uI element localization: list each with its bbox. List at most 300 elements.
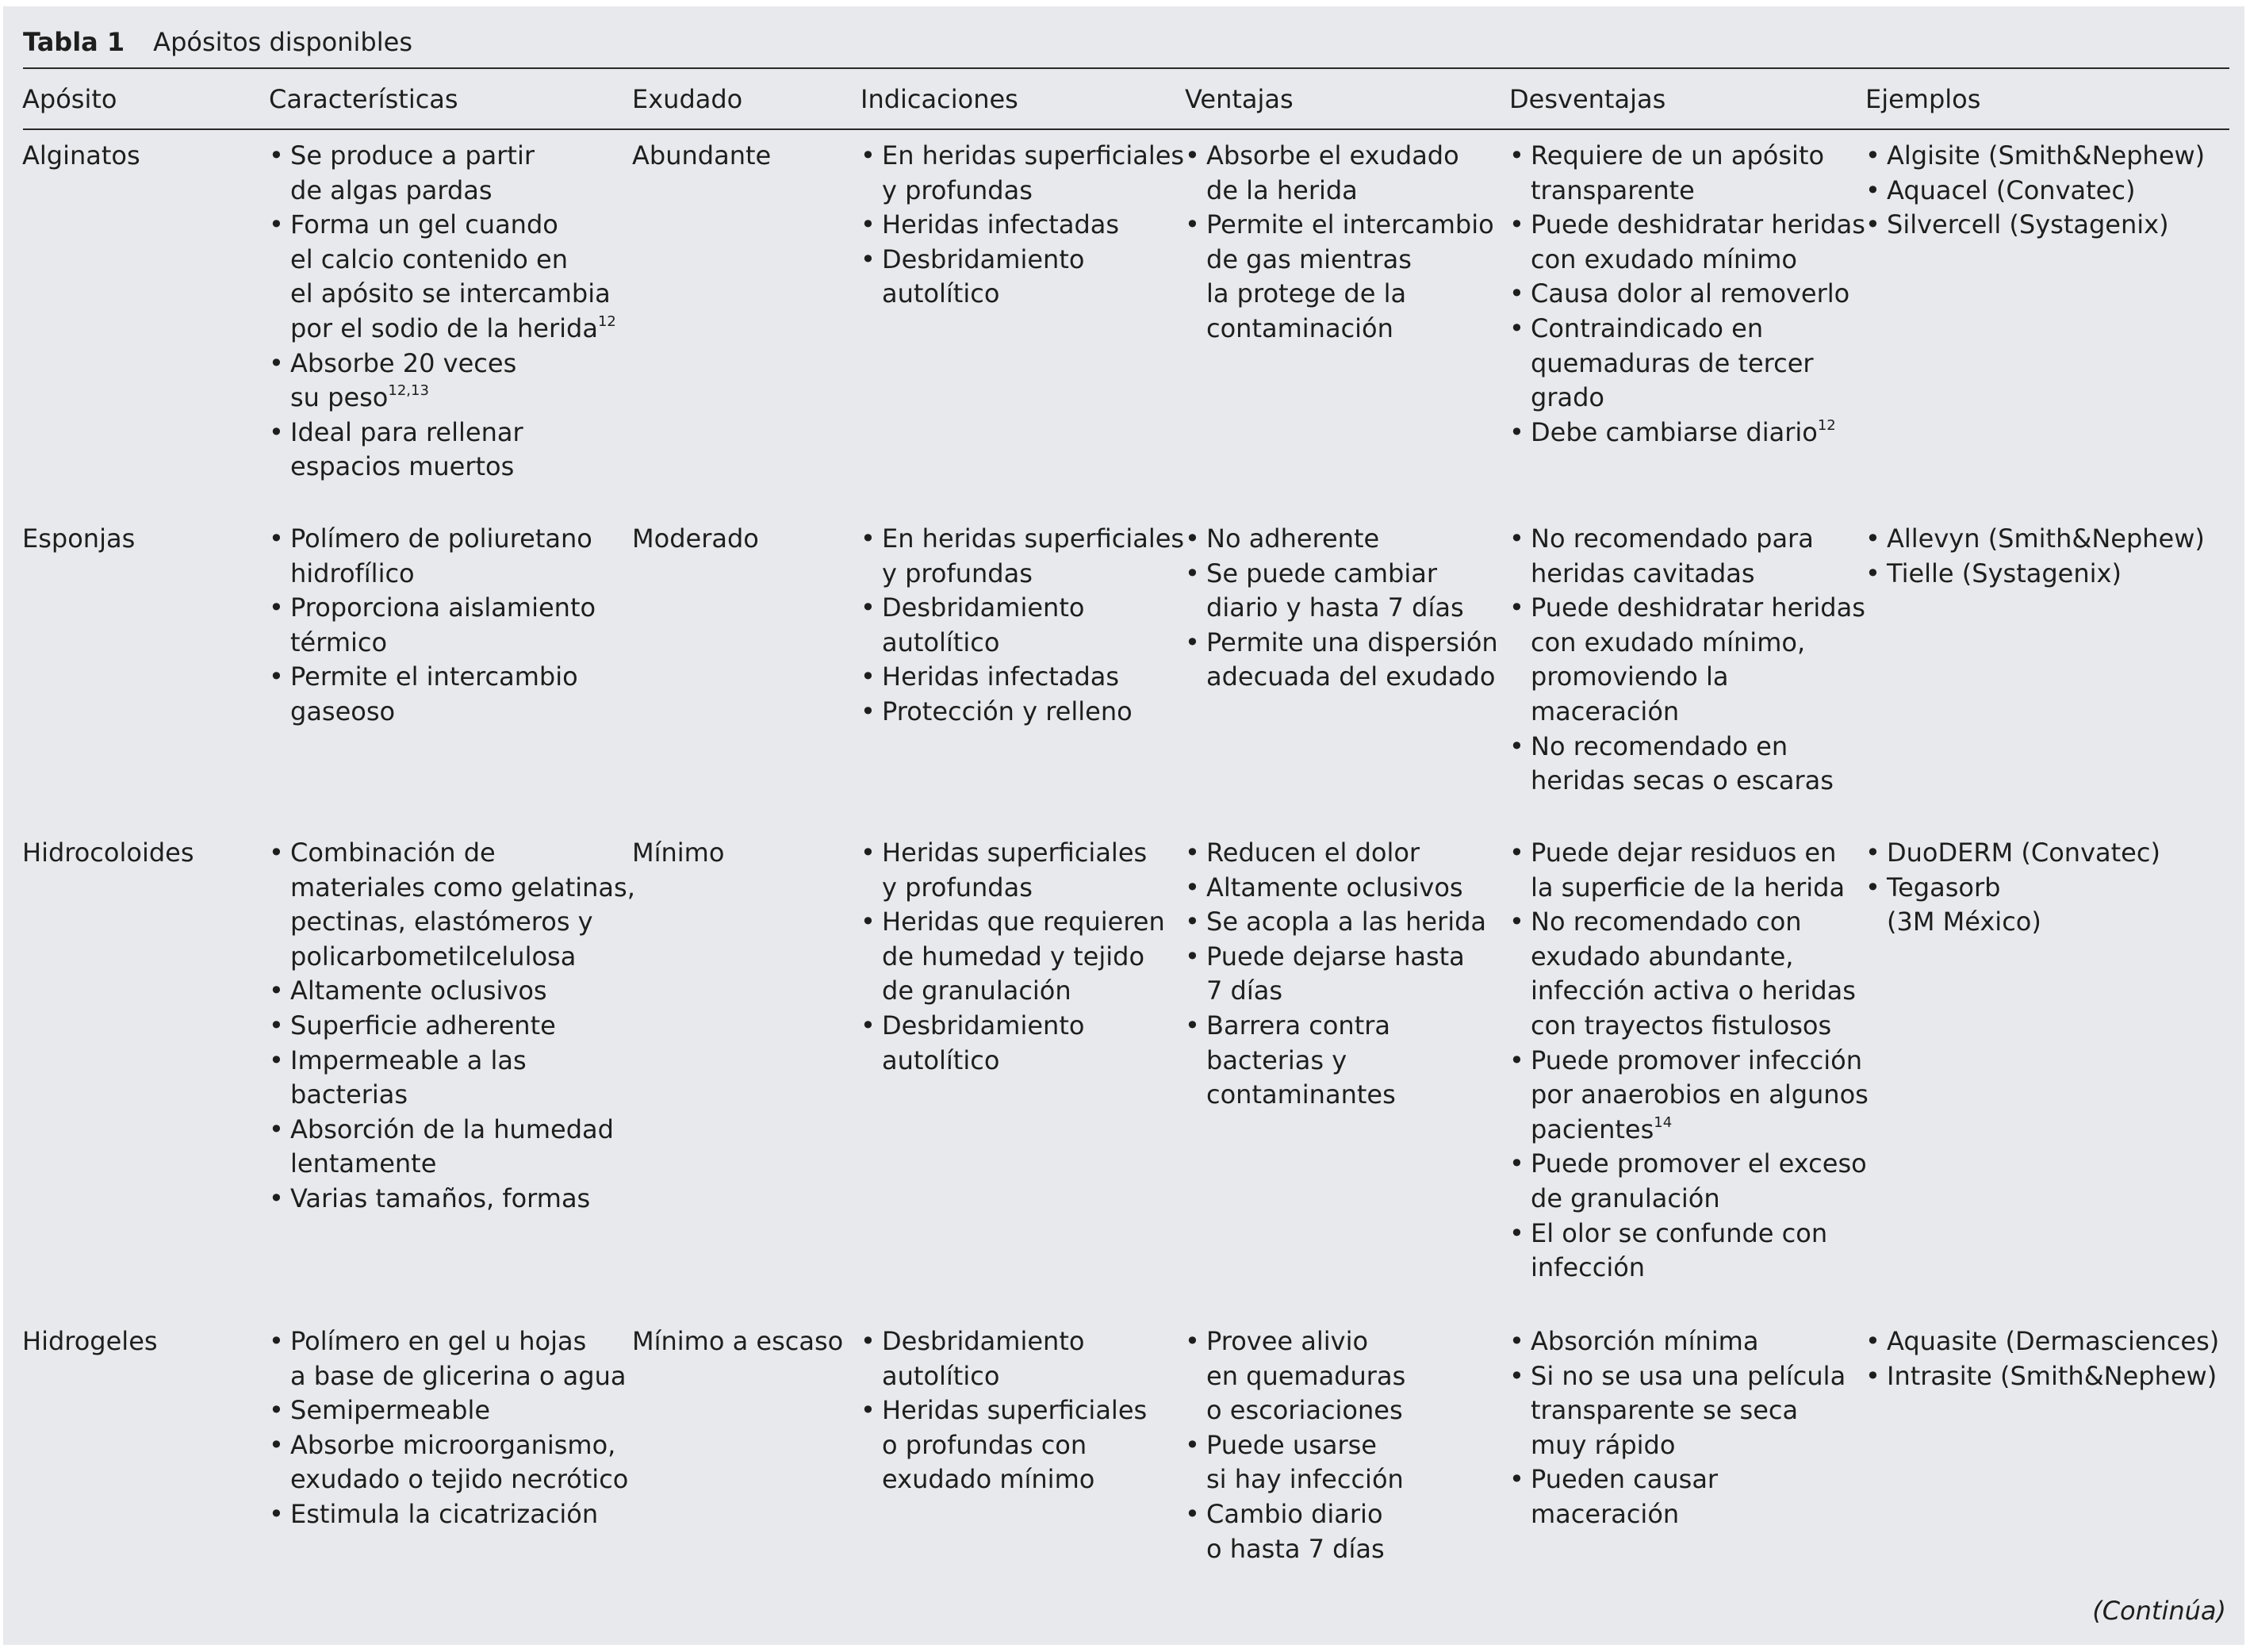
header-caracteristicas: Características (269, 84, 458, 114)
cell-ventajas (1185, 836, 1486, 1113)
list-item-text: diario y hasta 7 días (1206, 592, 1464, 623)
list-item (1185, 1428, 1405, 1497)
list-item-text: Absorción mínima (1531, 1326, 1759, 1356)
list-item-text: pectinas, elastómeros y (290, 906, 593, 937)
list-item-text: su peso (290, 382, 389, 413)
list-item-line (1531, 940, 1869, 975)
list-item (1185, 1497, 1405, 1566)
list-item-line (1531, 1393, 1846, 1428)
list-item-line (882, 591, 1184, 626)
bullet-list (861, 522, 1184, 730)
list-item (1185, 139, 1494, 208)
list-item-line (1531, 1324, 1846, 1359)
list-item-line (290, 312, 616, 347)
list-item-text: Pueden causar (1531, 1464, 1719, 1495)
list-item-line (1531, 974, 1869, 1009)
list-item-line (1531, 1147, 1869, 1182)
list-item-text: Aquacel (Convatec) (1887, 174, 2136, 205)
cell-caracteristicas (269, 522, 596, 730)
list-item-text: en quemaduras (1206, 1360, 1406, 1391)
list-item (1185, 557, 1498, 626)
list-item-line (290, 208, 616, 243)
list-item (1509, 277, 1865, 312)
list-item (269, 1428, 628, 1497)
cell-ejemplos (1865, 1324, 2219, 1393)
list-item-line (1531, 243, 1865, 278)
header-aposito: Apósito (22, 84, 117, 114)
list-item (269, 347, 616, 416)
list-item-text: Superficie adherente (290, 1010, 556, 1041)
list-item (1185, 626, 1498, 695)
list-item (1509, 312, 1865, 416)
list-item-line (1531, 416, 1865, 450)
list-item-line (882, 974, 1165, 1009)
list-item (1185, 836, 1486, 871)
list-item-line (290, 1428, 628, 1463)
list-item (1865, 557, 2205, 592)
list-item-line (1206, 1428, 1405, 1463)
list-item-text: o profundas con (882, 1429, 1087, 1460)
list-item-line (1531, 347, 1865, 381)
list-item-line (1531, 591, 1865, 626)
list-item-line (290, 450, 616, 485)
list-item-text: Forma un gel cuando (290, 209, 558, 240)
list-item-text: Desbridamiento (882, 1326, 1085, 1356)
header-ventajas: Ventajas (1185, 84, 1294, 114)
cell-ejemplos (1865, 139, 2205, 243)
table-title: Apósitos disponibles (153, 27, 412, 57)
reference-superscript: 14 (1654, 1113, 1673, 1131)
list-item-line (1206, 522, 1498, 557)
list-item-line (1206, 626, 1498, 661)
list-item-text: térmico (290, 627, 388, 657)
list-item-text: Permite una dispersión (1206, 627, 1498, 657)
list-item-line (882, 695, 1184, 730)
list-item-line (290, 974, 635, 1009)
list-item-text: bacterias (290, 1079, 408, 1110)
list-item (1509, 1217, 1869, 1286)
cell-aposito: Hidrogeles (22, 1326, 158, 1356)
list-item-text: Allevyn (Smith&Nephew) (1887, 523, 2205, 554)
list-item (1865, 522, 2205, 557)
list-item-line (290, 277, 616, 312)
list-item-line (290, 1359, 628, 1394)
list-item-text: de gas mientras (1206, 243, 1412, 274)
list-item (861, 139, 1184, 208)
list-item-line (1206, 208, 1494, 243)
list-item-text: Absorción de la humedad (290, 1113, 614, 1144)
bullet-list (861, 1324, 1147, 1497)
list-item-line (1206, 1044, 1486, 1079)
list-item-text: DuoDERM (Convatec) (1887, 837, 2160, 868)
list-item (1185, 940, 1486, 1009)
list-item-line (1531, 312, 1865, 347)
list-item-line (882, 871, 1165, 906)
list-item-text: policarbometilcelulosa (290, 941, 577, 972)
cell-exudado: Moderado (632, 523, 759, 554)
list-item-text: el calcio contenido en (290, 243, 568, 274)
cell-exudado: Mínimo (632, 837, 725, 868)
header-desventajas: Desventajas (1509, 84, 1666, 114)
list-item-text: Desbridamiento (882, 592, 1085, 623)
list-item-line (1887, 905, 2160, 940)
list-item-line (1887, 871, 2160, 906)
list-item-line (1531, 1462, 1846, 1497)
list-item-line (882, 940, 1165, 975)
list-item (861, 243, 1184, 312)
table-caption (23, 22, 412, 62)
bullet-list (269, 139, 616, 485)
list-item-text: Heridas que requieren (882, 906, 1165, 937)
bullet-list (1509, 522, 1865, 799)
list-item (1509, 139, 1865, 208)
cell-exudado: Mínimo a escaso (632, 1326, 844, 1356)
list-item-text: No adherente (1206, 523, 1380, 554)
list-item-line (1887, 208, 2205, 243)
list-item-line (1531, 836, 1869, 871)
list-item-text: Aquasite (Dermasciences) (1887, 1326, 2220, 1356)
list-item-text: Desbridamiento (882, 243, 1085, 274)
list-item-text: espacios muertos (290, 451, 515, 482)
list-item-text: No recomendado para (1531, 523, 1814, 554)
top-rule (23, 67, 2229, 69)
list-item-text: Permite el intercambio (1206, 209, 1494, 240)
list-item-line (882, 1009, 1165, 1044)
list-item-text: de granulación (1531, 1182, 1720, 1213)
list-item (861, 1393, 1147, 1497)
list-item-text: quemaduras de tercer (1531, 347, 1814, 378)
list-item (1865, 836, 2160, 871)
list-item (861, 695, 1184, 730)
list-item-text: Heridas superficiales (882, 1395, 1148, 1426)
list-item-line (1531, 557, 1865, 592)
list-item-text: Polímero de poliuretano (290, 523, 592, 554)
header-exudado: Exudado (632, 84, 743, 114)
list-item-text: por el sodio de la herida (290, 312, 598, 343)
list-item-text: Puede usarse (1206, 1429, 1377, 1460)
list-item-line (1206, 1393, 1405, 1428)
list-item-line (1531, 871, 1869, 906)
list-item-line (1206, 1462, 1405, 1497)
list-item-text: Se acopla a las herida (1206, 906, 1486, 937)
list-item-text: materiales como gelatinas, (290, 872, 635, 903)
list-item-text: Impermeable a las (290, 1044, 527, 1075)
list-item-text: Silvercell (Systagenix) (1887, 209, 2169, 240)
list-item-line (882, 1428, 1147, 1463)
list-item-line (290, 1009, 635, 1044)
bullet-list (1185, 139, 1494, 347)
list-item-line (1531, 381, 1865, 416)
list-item-text: Puede deshidratar heridas (1531, 209, 1865, 240)
list-item-line (290, 695, 596, 730)
list-item (269, 1497, 628, 1532)
list-item-line (882, 905, 1165, 940)
bullet-list (1509, 139, 1865, 450)
list-item-line (1887, 557, 2205, 592)
list-item-text: autolítico (882, 627, 1000, 657)
list-item-text: y profundas (882, 558, 1033, 588)
list-item-line (290, 1044, 635, 1079)
list-item-text: contaminantes (1206, 1079, 1396, 1110)
list-item (269, 660, 596, 729)
list-item-text: muy rápido (1531, 1429, 1676, 1460)
list-item (1185, 208, 1494, 346)
bullet-list (1509, 1324, 1846, 1532)
list-item-line (1531, 695, 1865, 730)
cell-caracteristicas (269, 836, 635, 1217)
list-item-line (882, 1462, 1147, 1497)
list-item-line (1206, 871, 1486, 906)
cell-caracteristicas (269, 1324, 628, 1532)
list-item-line (290, 1078, 635, 1113)
list-item-line (290, 381, 616, 416)
list-item-line (290, 660, 596, 695)
list-item-line (1206, 974, 1486, 1009)
cell-indicaciones (861, 522, 1184, 730)
list-item-line (290, 1147, 635, 1182)
list-item (861, 1009, 1165, 1078)
list-item-line (882, 660, 1184, 695)
list-item-text: No recomendado en (1531, 730, 1788, 761)
list-item (1185, 871, 1486, 906)
list-item-text: contaminación (1206, 312, 1393, 343)
list-item-line (290, 1393, 628, 1428)
list-item-text: 7 días (1206, 975, 1283, 1006)
list-item-line (290, 871, 635, 906)
list-item-text: de la herida (1206, 174, 1358, 205)
list-item (1509, 905, 1869, 1043)
list-item (1865, 1359, 2219, 1394)
list-item-text: con exudado mínimo, (1531, 627, 1806, 657)
list-item-line (1531, 660, 1865, 695)
list-item-line (1531, 174, 1865, 209)
list-item-line (882, 522, 1184, 557)
list-item-text: Desbridamiento (882, 1010, 1085, 1041)
cell-desventajas (1509, 522, 1865, 799)
list-item-line (1531, 626, 1865, 661)
list-item-line (1531, 522, 1865, 557)
list-item-text: Intrasite (Smith&Nephew) (1887, 1360, 2217, 1391)
list-item (269, 1044, 635, 1113)
list-item-line (882, 557, 1184, 592)
list-item (861, 905, 1165, 1009)
list-item-text: y profundas (882, 872, 1033, 903)
list-item (861, 660, 1184, 695)
list-item-text: infección (1531, 1252, 1646, 1283)
list-item-line (1531, 730, 1865, 765)
list-item (1865, 174, 2205, 209)
list-item-line (1206, 905, 1486, 940)
list-item (269, 1113, 635, 1182)
list-item-text: Puede dejarse hasta (1206, 941, 1465, 972)
cell-ventajas (1185, 139, 1494, 347)
list-item-line (290, 174, 616, 209)
list-item-text: infección activa o heridas (1531, 975, 1856, 1006)
list-item-text: Causa dolor al removerlo (1531, 278, 1850, 309)
list-item (1509, 1147, 1869, 1216)
list-item-text: Puede dejar residuos en (1531, 837, 1837, 868)
list-item-line (1887, 1359, 2219, 1394)
list-item-line (290, 1324, 628, 1359)
list-item-line (1206, 1359, 1405, 1394)
list-item-text: autolítico (882, 1360, 1000, 1391)
header-indicaciones: Indicaciones (861, 84, 1018, 114)
list-item-line (290, 1497, 628, 1532)
list-item-line (1206, 660, 1498, 695)
list-item-text: Altamente oclusivos (290, 975, 547, 1006)
list-item-text: transparente se seca (1531, 1395, 1799, 1426)
cell-ejemplos (1865, 836, 2160, 940)
list-item-line (290, 940, 635, 975)
list-item-text: Puede deshidratar heridas (1531, 592, 1865, 623)
bullet-list (1185, 1324, 1405, 1566)
list-item-text: Provee alivio (1206, 1326, 1369, 1356)
list-item (861, 591, 1184, 660)
list-item-text: y profundas (882, 174, 1033, 205)
bullet-list (861, 139, 1184, 312)
list-item (861, 522, 1184, 591)
list-item-text: por anaerobios en algunos (1531, 1079, 1869, 1110)
list-item-line (1206, 174, 1494, 209)
list-item-line (290, 557, 596, 592)
list-item-text: En heridas superficiales (882, 523, 1185, 554)
list-item-text: exudado abundante, (1531, 941, 1794, 972)
list-item-line (1206, 1532, 1405, 1567)
list-item (861, 1324, 1147, 1393)
list-item-line (1206, 940, 1486, 975)
list-item-line (1531, 208, 1865, 243)
list-item-text: Heridas infectadas (882, 661, 1120, 692)
list-item (1185, 905, 1486, 940)
list-item-text: la protege de la (1206, 278, 1407, 309)
list-item-line (1206, 312, 1494, 347)
list-item-line (1887, 1324, 2219, 1359)
cell-desventajas (1509, 139, 1865, 450)
list-item-text: pacientes (1531, 1113, 1654, 1144)
list-item-text: autolítico (882, 1044, 1000, 1075)
list-item-line (882, 1044, 1165, 1079)
list-item-line (290, 347, 616, 381)
list-item-text: Barrera contra (1206, 1010, 1390, 1041)
list-item-text: Ideal para rellenar (290, 416, 523, 447)
list-item-line (1206, 1497, 1405, 1532)
list-item (861, 208, 1184, 243)
list-item-text: Heridas infectadas (882, 209, 1120, 240)
list-item-line (1531, 1359, 1846, 1394)
list-item (269, 208, 616, 346)
list-item-line (882, 1359, 1147, 1394)
list-item-line (290, 626, 596, 661)
list-item (269, 974, 635, 1009)
list-item-line (1531, 1078, 1869, 1113)
list-item-line (1531, 1497, 1846, 1532)
list-item-text: Proporciona aislamiento (290, 592, 596, 623)
list-item (1865, 139, 2205, 174)
list-item-line (1531, 1044, 1869, 1079)
cell-ventajas (1185, 1324, 1405, 1566)
cell-desventajas (1509, 1324, 1846, 1532)
list-item-line (290, 522, 596, 557)
list-item-line (290, 139, 616, 174)
list-item-text: grado (1531, 382, 1604, 413)
bullet-list (1865, 836, 2160, 940)
list-item-text: Heridas superficiales (882, 837, 1148, 868)
list-item-text: Tegasorb (1887, 872, 2001, 903)
list-item (269, 591, 596, 660)
list-item-text: Contraindicado en (1531, 312, 1764, 343)
list-item-text: Tielle (Systagenix) (1887, 558, 2122, 588)
list-item (1185, 522, 1498, 557)
list-item (269, 522, 596, 591)
list-item-line (290, 243, 616, 278)
list-item-line (882, 243, 1184, 278)
list-item-line (882, 208, 1184, 243)
list-item-text: Combinación de (290, 837, 496, 868)
bullet-list (269, 836, 635, 1217)
list-item-line (1531, 764, 1865, 799)
list-item (1865, 871, 2160, 940)
list-item-text: la superficie de la herida (1531, 872, 1846, 903)
list-item (269, 1009, 635, 1044)
table-label: Tabla 1 (23, 27, 125, 57)
table-header (3, 82, 2244, 129)
list-item-text: de granulación (882, 975, 1071, 1006)
list-item (269, 416, 616, 485)
list-item-text: lentamente (290, 1148, 437, 1179)
list-item-text: si hay infección (1206, 1464, 1404, 1495)
list-item-text: En heridas superficiales (882, 140, 1185, 171)
list-item-text: hidrofílico (290, 558, 415, 588)
list-item-text: Polímero en gel u hojas (290, 1326, 587, 1356)
list-item-line (1206, 591, 1498, 626)
list-item-text: promoviendo la (1531, 661, 1729, 692)
list-item (1509, 836, 1869, 905)
list-item-text: Cambio diario (1206, 1498, 1383, 1529)
list-item-text: de humedad y tejido (882, 941, 1145, 972)
list-item-line (882, 1324, 1147, 1359)
bullet-list (1865, 522, 2205, 591)
list-item-line (882, 626, 1184, 661)
list-item (269, 1393, 628, 1428)
list-item-line (290, 1182, 635, 1217)
list-item-line (1887, 836, 2160, 871)
list-item-line (290, 416, 616, 450)
list-item-text: Requiere de un apósito (1531, 140, 1825, 171)
list-item-line (290, 1113, 635, 1148)
cell-desventajas (1509, 836, 1869, 1286)
list-item-line (882, 836, 1165, 871)
list-item-text: exudado mínimo (882, 1464, 1095, 1495)
cell-exudado: Abundante (632, 140, 772, 171)
cell-ejemplos (1865, 522, 2205, 591)
bullet-list (1185, 836, 1486, 1113)
bullet-list (1509, 836, 1869, 1286)
list-item (1509, 1359, 1846, 1463)
list-item-line (1531, 1009, 1869, 1044)
list-item-text: Puede promover el exceso (1531, 1148, 1867, 1179)
list-item-text: Permite el intercambio (290, 661, 578, 692)
bullet-list (1865, 1324, 2219, 1393)
list-item-line (1531, 139, 1865, 174)
list-item (1509, 1044, 1869, 1148)
continua-note: (Continúa) (2092, 1596, 2226, 1626)
list-item (1509, 1324, 1846, 1359)
list-item-text: heridas secas o escaras (1531, 765, 1834, 796)
list-item-text: Altamente oclusivos (1206, 872, 1463, 903)
cell-aposito: Hidrocoloides (22, 837, 194, 868)
list-item-text: Algisite (Smith&Nephew) (1887, 140, 2206, 171)
list-item-text: El olor se confunde con (1531, 1217, 1828, 1248)
